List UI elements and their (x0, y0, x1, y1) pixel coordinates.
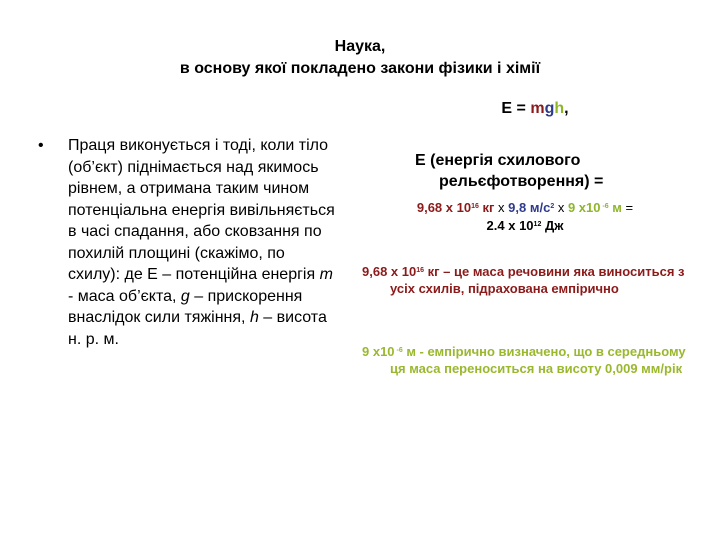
explanation-text-a: Праця виконується і тоді, коли тіло (об’єкт) піднімається над якимось рівнем, а отримана таким чином потенціальна енергія вивільняється в часі спадання, або сковзання по похилій площині (скажімо, по схилу): де Е – потенційна енергія (68, 137, 335, 283)
energy-calculation (360, 198, 690, 234)
calc-accel: 9,8 м/с (508, 200, 551, 215)
calc-result-unit: Дж (541, 218, 564, 233)
calc-height-exp: -6 (600, 203, 609, 210)
note1-text: кг – це маса речовини яка виноситься з усіх схилів, підрахована емпірично (390, 264, 685, 296)
formula-comma: , (564, 100, 569, 117)
work-explanation (68, 135, 338, 350)
note2-exp: -6 (394, 347, 403, 354)
note1-value: 9,68 x 10 (362, 264, 417, 279)
note2-value: 9 x10 (362, 344, 395, 359)
formula-m: m (530, 100, 545, 117)
calc-x1: x (494, 200, 509, 215)
slide-title (0, 36, 720, 80)
calculation-result (360, 216, 690, 234)
calc-height-unit: м (608, 200, 622, 215)
calc-x2: x (554, 200, 568, 215)
calc-result-exp: 12 (533, 221, 542, 228)
formula-h: h (554, 100, 565, 117)
note1-exp: 16 (416, 267, 425, 274)
right-column (360, 100, 690, 377)
calc-eq: = (621, 200, 634, 215)
title-line-1: Наука, (334, 38, 386, 55)
energy-formula (380, 100, 690, 118)
calc-mass-unit: кг (478, 200, 495, 215)
mass-note (360, 262, 690, 297)
formula-e: E = (501, 100, 531, 117)
formula-g: g (544, 100, 555, 117)
energy-line-2: рельєфотворення) = (439, 173, 604, 190)
explanation-text-b: - маса об’єкта, (68, 287, 181, 305)
calc-result: 2.4 x 10 (486, 218, 534, 233)
symbol-h: h (249, 309, 259, 326)
title-line-2: в основу якої покладено закони фізики і хімії (179, 60, 541, 77)
calc-mass: 9,68 x 10 (416, 200, 472, 215)
bullet-icon: • (38, 137, 44, 154)
left-column (38, 135, 338, 350)
calc-accel-exp: 2 (550, 203, 555, 210)
symbol-g: g (180, 287, 190, 305)
symbol-m: m (319, 266, 333, 283)
calc-mass-exp: 16 (471, 203, 479, 210)
explanation-text-d: – висота н. р. м. (68, 309, 327, 348)
energy-heading (360, 150, 690, 192)
height-note (360, 342, 690, 377)
energy-line-1: E (енергія схилового (415, 152, 581, 169)
calc-height: 9 x10 (567, 200, 601, 215)
calculation-line-1 (360, 198, 690, 216)
explanation-text-c: – прискорення внаслідок сили тяжіння, (68, 287, 303, 326)
note2-text: м - емпірично визначено, що в середньому ця маса переноситься на висоту 0,009 мм/рік (390, 344, 686, 376)
